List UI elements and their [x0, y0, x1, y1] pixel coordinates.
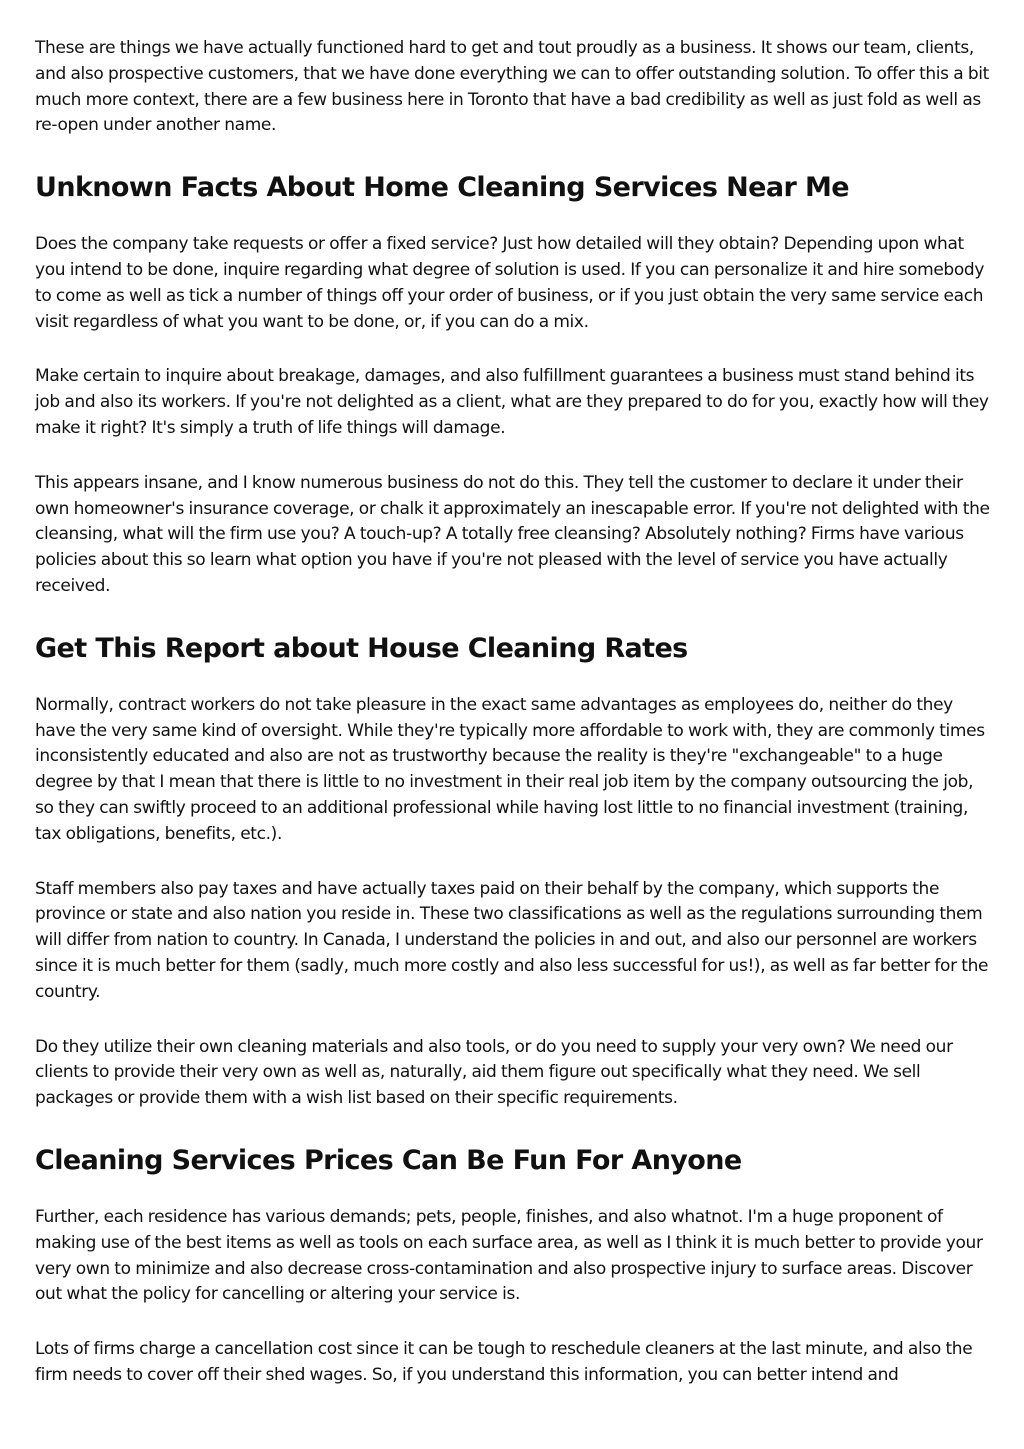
paragraph-materials: Do they utilize their own cleaning materials and also tools, or do you need to supply your very own? We need our clients to provide their very own as well as, naturally, aid them figure out specifically what they need. We sell packages or provide them with a wish list based on their specific requirements. — [35, 1036, 953, 1109]
heading-house-cleaning-rates: Get This Report about House Cleaning Rates — [35, 632, 688, 664]
heading-home-cleaning: Unknown Facts About Home Cleaning Services Near Me — [35, 172, 849, 204]
paragraph-breakage: Make certain to inquire about breakage, damages, and also fulfillment guarantees a business must stand behind its job and also its workers. If you're not delighted as a client, what are they prepared to do for you, exactly how will they make it right? It's simply a truth of life things will damage. — [35, 366, 989, 438]
paragraph-contract-workers: Normally, contract workers do not take pleasure in the exact same advantages as employees do, neither do they have the very same kind of oversight. While they're typically more affordable to work with, they are commonly times inconsistently educated and also are not as trustworthy because the reality is they're "exchangeable" to a huge degree by that I mean that there is little to no investment in their real job item by the company outsourcing the job, so they can swiftly proceed to an additional professional while having lost little to no financial investment (training, tax obligations, benefits, etc.). — [35, 694, 985, 844]
paragraph-residence-demands: Further, each residence has various demands; pets, people, finishes, and also whatnot. I'm a huge proponent of making use of the best items as well as tools on each surface area, as well as I think it is much better to provide your very own to minimize and also decrease cross-contamination and also prospective injury to surface areas. Discover out what the policy for cancelling or altering your service is. — [35, 1206, 983, 1305]
heading-cleaning-prices: Cleaning Services Prices Can Be Fun For Anyone — [35, 1144, 742, 1176]
paragraph-insurance: This appears insane, and I know numerous business do not do this. They tell the customer to declare it under their own homeowner's insurance coverage, or chalk it approximately an inescapable error. If you're not delighted with the cleansing, what will the firm use you? A touch-up? A totally free cleansing? Absolutely nothing? Firms have various policies about this so learn what option you have if you're not pleased with the level of service you have actually received. — [35, 472, 990, 596]
paragraph-cancellation: Lots of firms charge a cancellation cost since it can be tough to reschedule cleaners at the last minute, and also the firm needs to cover off their shed wages. So, if you understand this information, you can better intend and — [35, 1339, 973, 1385]
article-body — [35, 36, 993, 1389]
paragraph-requests: Does the company take requests or offer a fixed service? Just how detailed will they obtain? Depending upon what you intend to be done, inquire regarding what degree of solution is used. If you can personalize it and hire somebody to come as well as tick a number of things off your order of business, or if you just obtain the very same service each visit regardless of what you want to be done, or, if you can do a mix. — [35, 234, 985, 332]
paragraph-intro: These are things we have actually functioned hard to get and tout proudly as a business. It shows our team, clients, and also prospective customers, that we have done everything we can to offer outstanding solution. To offer this a bit much more context, there are a few business here in Toronto that have a bad credibility as well as just fold as well as re-open under another name. — [35, 38, 989, 136]
paragraph-staff-taxes: Staff members also pay taxes and have actually taxes paid on their behalf by the company, which supports the province or state and also nation you reside in. These two classifications as well as the regulations surrounding them will differ from nation to country. In Canada, I understand the policies in and out, and also our personnel are workers since it is much better for them (sadly, much more costly and also less successful for us!), as well as far better for the country. — [35, 878, 989, 1002]
